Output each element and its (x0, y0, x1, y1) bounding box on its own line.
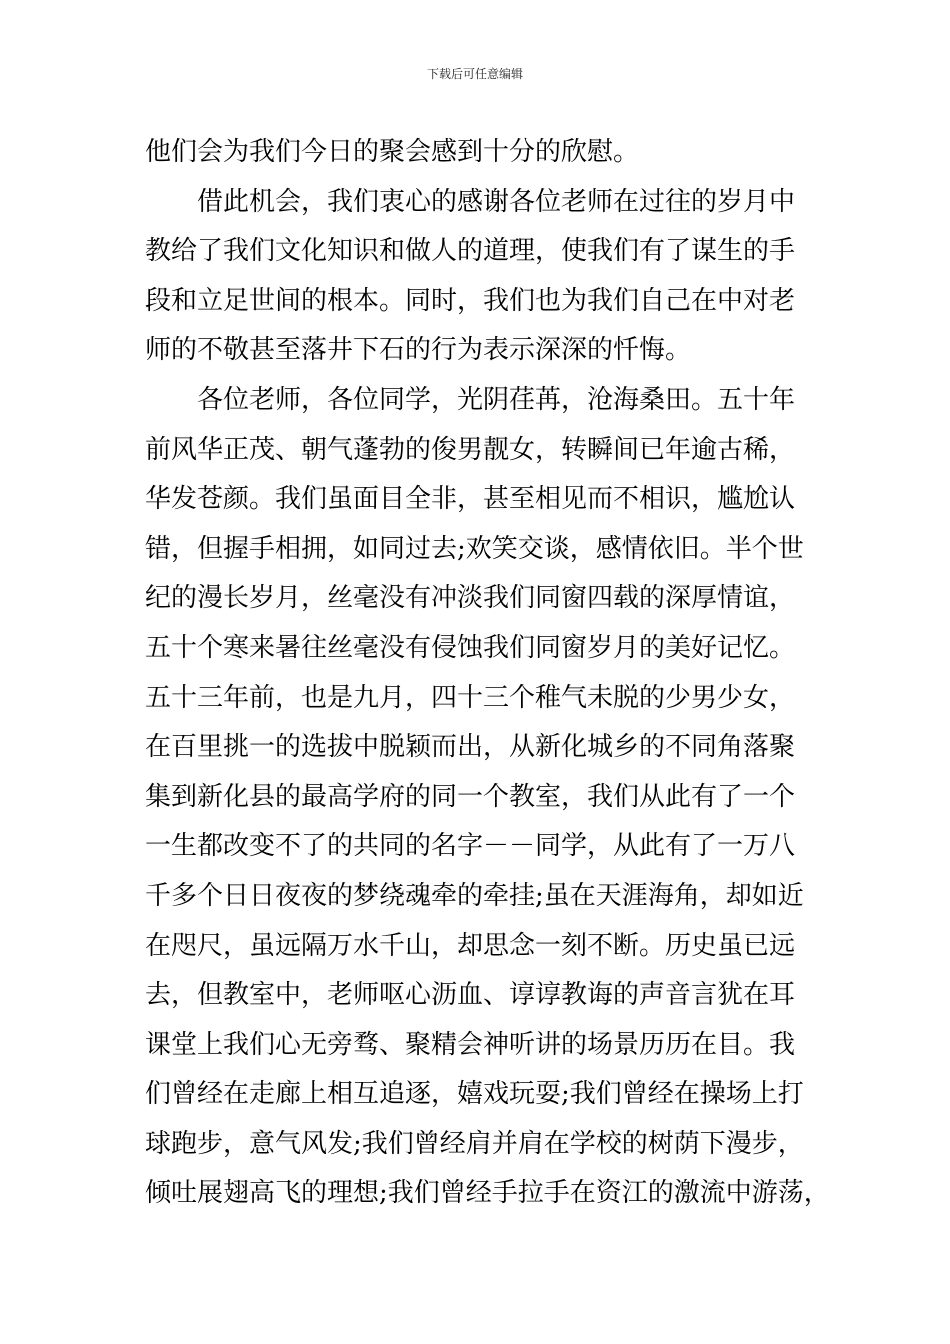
text-line: 前风华正茂、朝气蓬勃的俊男靓女，转瞬间已年逾古稀， (145, 434, 796, 465)
text-line: 借此机会，我们衷心的感谢各位老师在过往的岁月中 (145, 186, 796, 217)
text-line: 在咫尺，虽远隔万水千山，却思念一刻不断。历史虽已远 (145, 930, 796, 961)
text-line: 一生都改变不了的共同的名字－－同学，从此有了一万八 (145, 831, 796, 862)
document-body (145, 128, 835, 1219)
text-line: 错，但握手相拥，如同过去;欢笑交谈，感情依旧。半个世 (145, 533, 804, 564)
text-line: 教给了我们文化知识和做人的道理，使我们有了谋生的手 (145, 236, 796, 267)
text-line: 去，但教室中，老师呕心沥血、谆谆教诲的声音言犹在耳 (145, 980, 796, 1011)
text-line: 他们会为我们今日的聚会感到十分的欣慰。 (145, 137, 640, 167)
text-line: 师的不敬甚至落井下石的行为表示深深的忏悔。 (145, 335, 692, 366)
text-line: 们曾经在走廊上相互追逐，嬉戏玩耍;我们曾经在操场上打 (145, 1079, 804, 1110)
text-line: 段和立足世间的根本。同时，我们也为我们自己在中对老 (145, 285, 796, 316)
text-line: 在百里挑一的选拔中脱颖而出，从新化城乡的不同角落聚 (145, 732, 796, 763)
text-line: 各位老师，各位同学，光阴荏苒，沧海桑田。五十年 (145, 384, 796, 415)
text-line: 纪的漫长岁月，丝毫没有冲淡我们同窗四载的深厚情谊， (145, 583, 796, 614)
text-line: 集到新化县的最高学府的同一个教室，我们从此有了一个 (145, 781, 796, 812)
page-header: 下载后可任意编辑 (426, 67, 523, 81)
text-line: 倾吐展翅高飞的理想;我们曾经手拉手在资江的激流中游荡， (145, 1178, 830, 1209)
text-line: 球跑步，意气风发;我们曾经肩并肩在学校的树荫下漫步， (145, 1128, 804, 1159)
text-line: 五十个寒来暑往丝毫没有侵蚀我们同窗岁月的美好记忆。 (145, 632, 796, 663)
text-line: 五十三年前，也是九月，四十三个稚气未脱的少男少女， (145, 682, 796, 713)
text-line: 课堂上我们心无旁骛、聚精会神听讲的场景历历在目。我 (145, 1029, 796, 1060)
text-line: 千多个日日夜夜的梦绕魂牵的牵挂;虽在天涯海角，却如近 (145, 880, 804, 911)
text-line: 华发苍颜。我们虽面目全非，甚至相见而不相识，尴尬认 (145, 484, 796, 515)
